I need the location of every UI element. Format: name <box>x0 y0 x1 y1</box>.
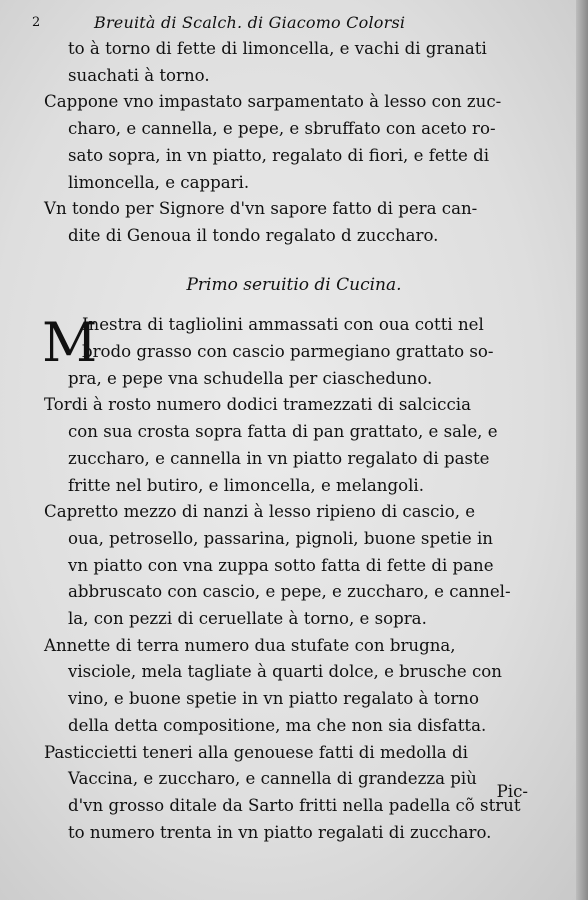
text-line: Pasticcietti teneri alla genouese fatti di medolla di <box>44 742 468 762</box>
text-line: sato sopra, in vn piatto, regalato di fiori, e fette di <box>68 145 490 165</box>
text-line: della detta compositione, ma che non sia disfatta. <box>68 715 487 735</box>
text-line: abbruscato con cascio, e pepe, e zuccharo, e cannel- <box>68 582 511 602</box>
entries-after <box>44 392 544 846</box>
catchword: Pic- <box>496 782 528 801</box>
text-line: Vaccina, e zuccharo, e cannella di grandezza più <box>68 769 477 789</box>
page-edge <box>576 0 588 900</box>
text-line: suachati à torno. <box>68 65 210 85</box>
text-line: zuccharo, e cannella in vn piatto regalato di paste <box>68 448 490 468</box>
entry-capretto <box>44 499 544 633</box>
running-title: Breuità di Scalch. di Giacomo Colorsi <box>94 13 406 32</box>
text-line: to à torno di fette di limoncella, e vachi di granati <box>68 39 487 58</box>
entry-pasticcietti <box>44 740 544 847</box>
text-line: Capretto mezzo di nanzi à lesso ripieno di cascio, e <box>44 502 476 522</box>
text-line: dite di Genoua il tondo regalato d zuccharo. <box>68 225 439 245</box>
text-line: pra, e pepe vna schudella per ciascheduno. <box>68 368 433 388</box>
page-number: 2 <box>32 15 41 30</box>
text-line: to numero trenta in vn piatto regalati di zuccharo. <box>68 822 492 842</box>
text-line: vn piatto con vna zuppa sotto fatta di fette di pane <box>68 555 494 575</box>
text-line: vino, e buone spetie in vn piatto regalato à torno <box>68 689 479 709</box>
text-line: visciole, mela tagliate à quarti dolce, e brusche con <box>68 662 502 682</box>
text-line: Annette di terra numero dua stufate con brugna, <box>44 635 456 655</box>
text-line: Tordi à rosto numero dodici tramezzati di salciccia <box>44 395 471 415</box>
text-line: charo, e cannella, e pepe, e sbruffato con aceto ro- <box>68 119 496 139</box>
text-line: brodo grasso con cascio parmegiano grattato so- <box>82 342 494 362</box>
text-line: fritte nel butiro, e limoncella, e melangoli. <box>68 475 424 495</box>
text-line: la, con pezzi di ceruellate à torno, e sopra. <box>68 609 427 629</box>
text-line: d'vn grosso ditale da Sarto fritti nella padella cõ strut <box>68 795 521 815</box>
text-line: limoncella, e cappari. <box>68 172 250 192</box>
running-header <box>32 10 544 36</box>
text-line: Vn tondo per Signore d'vn sapore fatto di pera can- <box>44 199 478 219</box>
text-line: Inestra di tagliolini ammassati con oua cotti nel <box>82 315 484 335</box>
section-title: Primo seruitio di Cucina. <box>186 274 402 295</box>
page-text <box>32 10 544 846</box>
entry-cappone <box>44 89 544 196</box>
text-line: Cappone vno impastato sarpamentato à lesso con zuc- <box>44 92 502 112</box>
entry-tordi <box>44 392 544 499</box>
entry-minestra <box>44 312 544 392</box>
entry-tondo <box>44 196 544 249</box>
entry-annette <box>44 633 544 740</box>
drop-cap: M <box>42 311 98 375</box>
text-line: con sua crosta sopra fatta di pan grattato, e sale, e <box>68 422 498 442</box>
text-line: oua, petrosello, passarina, pignoli, buone spetie in <box>68 528 493 548</box>
entries-before <box>44 36 544 250</box>
entry-continuation <box>44 36 544 89</box>
